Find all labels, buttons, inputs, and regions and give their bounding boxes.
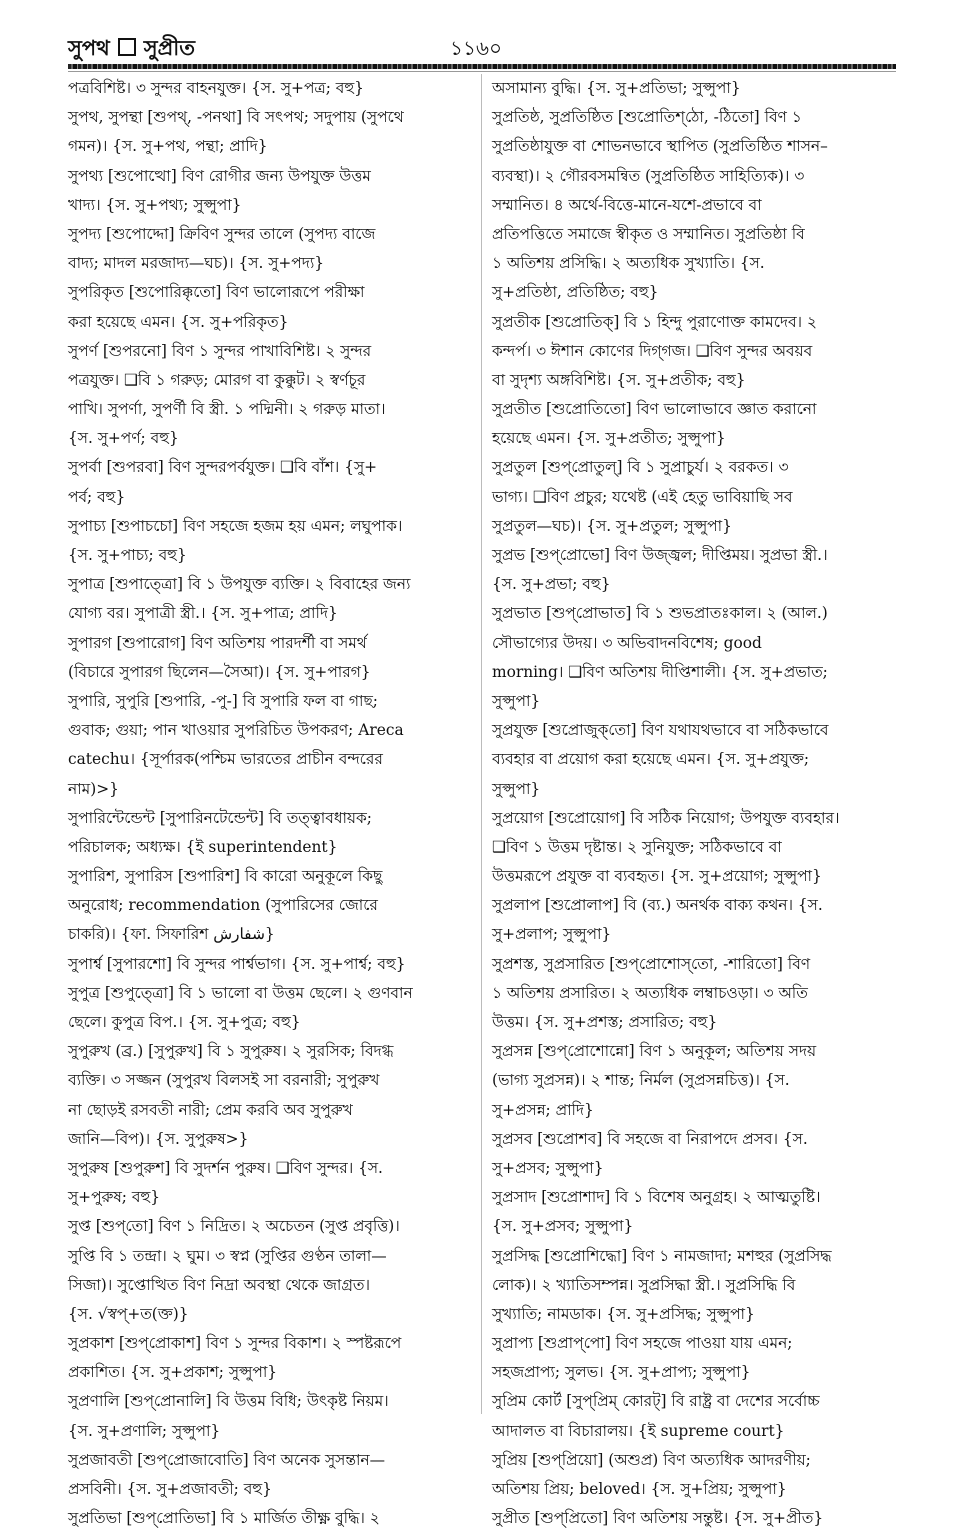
dictionary-line: সু+পুরুষ; বহু} — [68, 1188, 161, 1207]
dictionary-line: সুপ্রসন্ন [শুপ্‌প্রোশোন্নো] বিণ ১ অনুকূল; অতিশয় সদয় — [492, 1042, 817, 1061]
dictionary-line: সুপুরুষ [শুপুরুশ] বি সুদর্শন পুরুষ। ❑বিণ সুন্দর। {স. — [68, 1158, 383, 1177]
dictionary-line: সু+প্রসন্ন; প্রাদি} — [492, 1100, 594, 1119]
dictionary-line: সুপার্শ্ব [সুপারশো] বি সুন্দর পার্শ্বভাগ। {স. সু+পার্শ্ব; বহু} — [68, 954, 406, 973]
dictionary-line: কন্দর্প। ৩ ঈশান কোণের দিগ্‌গজ। ❑বিণ সুন্দর অবয়ব — [492, 341, 813, 360]
dictionary-line: যোগ্য বর। সুপাত্রী স্ত্রী.। {স. সু+পাত্র; প্রাদি} — [68, 604, 338, 623]
dictionary-line: {স. সু+প্রসব; সুপ্সুপা} — [492, 1217, 634, 1236]
dictionary-line: প্রসবিনী। {স. সু+প্রজাবতী; বহু} — [68, 1480, 272, 1498]
dictionary-line: গমন)। {স. সু+পথ, পন্থা; প্রাদি} — [68, 137, 268, 156]
dictionary-line: সুপ্রিম কোর্ট [সুপ্‌প্রিম্ কোরট্] বি রাষ্ট্র বা দেশের সর্বোচ্চ — [492, 1392, 820, 1411]
dictionary-line: সুপ্রসিদ্ধ [শুপ্রোশিদ্ধো] বিণ ১ নামজাদা; মশহুর (সুপ্রসিদ্ধ — [492, 1246, 832, 1265]
dictionary-line: সুখ্যাতি; নামডাক। {স. সু+প্রসিদ্ধ; সুপ্সুপা} — [492, 1304, 755, 1323]
dictionary-line: অতিশয় প্রিয়; beloved। {স. সু+প্রিয়; সুপ্সুপা} — [492, 1480, 787, 1498]
right-column — [492, 74, 896, 1528]
dictionary-line: morning। ❑বিণ অতিশয় দীপ্তিশালী। {স. সু+প্রভাত; — [492, 662, 828, 681]
dictionary-line: {স. √স্বপ্+ত(ক্ত)} — [68, 1304, 189, 1323]
dictionary-line: সুপরিকৃত [শুপোরিক্কৃতো] বিণ ভালোরূপে পরীক্ষা — [68, 283, 365, 302]
dictionary-line: উত্তম। {স. সু+প্রশস্ত; প্রসারিত; বহু} — [492, 1013, 718, 1031]
guide-word-first: সুপথ — [68, 35, 110, 60]
dictionary-line: সুপ্রিয় [শুপ্‌প্রিয়ো] (অশুপ্র) বিণ অত্যধিক আদরণীয়; — [492, 1450, 811, 1469]
dictionary-line: সুপ্রযুক্ত [শুপ্রোজুক্‌তো] বিণ যথাযথভাবে বা সঠিকভাবে — [492, 721, 829, 740]
separator-box-icon — [118, 38, 136, 56]
dictionary-line: অসামান্য বুদ্ধি। {স. সু+প্রতিভা; সুপ্সুপা} — [492, 79, 741, 97]
dictionary-line: সুপ্রভ [শুপ্‌প্রোভো] বিণ উজ্জ্বল; দীপ্তিময়। সুপ্রভা স্ত্রী.। — [492, 546, 828, 564]
dictionary-line: চাকরি)। {ফা. সিফারিশ شفارش} — [68, 925, 275, 944]
dictionary-line: হয়েছে এমন। {স. সু+প্রতীত; সুপ্সুপা} — [492, 429, 726, 448]
header-rule — [68, 64, 896, 69]
dictionary-line: catechu। {সূর্পারক(পশ্চিম ভারতের প্রাচীন বন্দরের — [68, 750, 383, 769]
dictionary-line: গুবাক; গুয়া; পান খাওয়ার সুপরিচিত উপকরণ; Areca — [68, 721, 404, 740]
dictionary-line: উত্তমরূপে প্রযুক্ত বা ব্যবহৃত। {স. সু+প্রয়োগ; সুপ্সুপা} — [492, 867, 822, 886]
dictionary-line: সুপ্রতিভা [শুপ্‌প্রোতিভা] বি ১ মার্জিত তীক্ষ্ণ বুদ্ধি। ২ — [68, 1509, 380, 1528]
dictionary-line: সুপ্রাপ্য [শুপ্রাপ্‌পো] বিণ সহজে পাওয়া যায় এমন; — [492, 1334, 793, 1353]
dictionary-line: সুপুরুখ (ব্র.) [সুপুরুখ] বি ১ সুপুরুষ। ২ সুরসিক; বিদগ্ধ — [68, 1042, 394, 1061]
dictionary-line: সুপারগ [শুপারোগ] বিণ অতিশয় পারদর্শী বা সমর্থ — [68, 633, 367, 652]
dictionary-line: লোক)। ২ খ্যাতিসম্পন্ন। সুপ্রসিদ্ধা স্ত্রী.। সুপ্রসিদ্ধি বি — [492, 1275, 796, 1294]
guide-words — [68, 32, 195, 67]
dictionary-line: সুপ্রতীক [শুপ্রোতিক্] বি ১ হিন্দু পুরাণোক্ত কামদেব। ২ — [492, 312, 817, 331]
dictionary-line: ব্যবহার বা প্রয়োগ করা হয়েছে এমন। {স. সু+প্রযুক্ত; — [492, 750, 810, 769]
dictionary-line: সুপ্রীত [শুপ্‌প্রিতো] বিণ অতিশয় সন্তুষ্ট। {স. সু+প্রীত} — [492, 1509, 824, 1528]
dictionary-line: সুপ্রলাপ [শুপ্রোলাপ] বি (ব্য.) অনর্থক বাক্য কথন। {স. — [492, 896, 823, 915]
dictionary-line: সম্মানিত। ৪ অর্থে-বিত্তে-মানে-যশে-প্রভাবে বা — [492, 195, 762, 214]
dictionary-line: সুপদ্য [শুপোদ্দো] ক্রিবিণ সুন্দর তালে (সুপদ্য বাজে — [68, 224, 376, 243]
dictionary-line: সুপথ্য [শুপোত্থো] বিণ রোগীর জন্য উপযুক্ত উত্তম — [68, 166, 371, 185]
dictionary-line: খাদ্য। {স. সু+পথ্য; সুপ্সুপা} — [68, 195, 242, 214]
dictionary-line: সু+প্রলাপ; সুপ্সুপা} — [492, 925, 612, 944]
dictionary-line: প্রকাশিত। {স. সু+প্রকাশ; সুপ্সুপা} — [68, 1363, 278, 1382]
dictionary-line: সুপ্রশস্ত, সুপ্রসারিত [শুপ্‌প্রোশোস্‌তো, -শারিতো] বিণ — [492, 954, 811, 973]
dictionary-line: পত্রযুক্ত। ❑বি ১ গরুড়; মোরগ বা কুক্কুট। ২ স্বর্ণচূর — [68, 370, 366, 389]
dictionary-line: সুপ্রতুল—ঘচ)। {স. সু+প্রতুল; সুপ্সুপা} — [492, 516, 732, 535]
page-number: ১১৬০ — [450, 36, 502, 60]
dictionary-line: প্রতিপত্তিতে সমাজে স্বীকৃত ও সম্মানিত। সুপ্রতিষ্ঠা বি — [492, 224, 805, 243]
dictionary-line: নাম)>} — [68, 779, 119, 798]
dictionary-line: ব্যক্তি। ৩ সজ্জন (সুপুরখ বিলসই সা বরনারী; সুপুরুখ — [68, 1071, 380, 1090]
dictionary-line: সু+প্রসব; সুপ্সুপা} — [492, 1158, 604, 1177]
dictionary-line: সৌভাগ্যের উদয়। ৩ অভিবাদনবিশেষ; good — [492, 633, 762, 652]
dictionary-line: পত্রবিশিষ্ট। ৩ সুন্দর বাহনযুক্ত। {স. সু+পত্র; বহু} — [68, 79, 364, 97]
dictionary-line: {স. সু+প্রণালি; সুপ্সুপা} — [68, 1421, 221, 1440]
dictionary-line: সুপ্সুপা} — [492, 691, 541, 710]
dictionary-line: ছেলে। কুপুত্র বিপ.। {স. সু+পুত্র; বহু} — [68, 1013, 301, 1031]
dictionary-line: {স. সু+পাচ্য; বহু} — [68, 546, 187, 564]
dictionary-line: {স. সু+পর্ণ; বহু} — [68, 429, 179, 448]
dictionary-line: বা সুদৃশ্য অঙ্গবিশিষ্ট। {স. সু+প্রতীক; বহু} — [492, 370, 746, 389]
dictionary-line: সুপ্রভাত [শুপ্‌প্রোভাত] বি ১ শুভপ্রাতঃকাল। ২ (আল.) — [492, 604, 828, 623]
running-header — [68, 28, 896, 60]
dictionary-line: সুপ্রজাবতী [শুপ্‌প্রোজাবোতি] বিণ অনেক সুসন্তান— — [68, 1450, 385, 1469]
dictionary-line: সুপ্রতিষ্ঠাযুক্ত বা শোভনভাবে স্থাপিত (সুপ্রতিষ্ঠিত শাসন– — [492, 137, 828, 156]
dictionary-line: সুপারিন্টেন্ডেন্ট [সুপারিনটেন্ডেন্ট] বি তত্ত্বাবধায়ক; — [68, 808, 372, 827]
dictionary-line: সুপ্রকাশ [শুপ্‌প্রোকাশ] বিণ ১ সুন্দর বিকাশ। ২ স্পষ্টরূপে — [68, 1334, 402, 1353]
dictionary-line: সুপর্ণ [শুপরনো] বিণ ১ সুন্দর পাখাবিশিষ্ট। ২ সুন্দর — [68, 341, 372, 360]
dictionary-line: সুপ্ত [শুপ্‌তো] বিণ ১ নিদ্রিত। ২ অচেতন (সুপ্ত প্রবৃত্তি)। — [68, 1217, 400, 1236]
left-column — [68, 74, 472, 1528]
dictionary-line: ভাগ্য। ❑বিণ প্রচুর; যথেষ্ট (এই হেতু ভাবিয়াছি সব — [492, 487, 793, 506]
dictionary-line: সুপাত্র [শুপাত্ত্রো] বি ১ উপযুক্ত ব্যক্তি। ২ বিবাহের জন্য — [68, 575, 411, 594]
dictionary-line: সুপথ, সুপন্থা [শুপথ্, -পনথা] বি সৎপথ; সদুপায় (সুপথে — [68, 108, 404, 127]
dictionary-line: ❑বিণ ১ উত্তম দৃষ্টান্ত। ২ সুনিযুক্ত; সঠিকভাবে বা — [492, 837, 782, 856]
dictionary-line: সুপ্রতিষ্ঠ, সুপ্রতিষ্ঠিত [শুপ্রোতিশ্‌ঠো, -ঠিতো] বিণ ১ — [492, 108, 802, 127]
dictionary-line: সহজপ্রাপ্য; সুলভ। {স. সু+প্রাপ্য; সুপ্সুপা} — [492, 1363, 751, 1382]
dictionary-line: (ভাগ্য সুপ্রসন্ন)। ২ শান্ত; নির্মল (সুপ্রসন্নচিত্ত)। {স. — [492, 1071, 790, 1090]
dictionary-line: সুপ্রণালি [শুপ্‌প্রোনালি] বি উত্তম বিধি; উৎকৃষ্ট নিয়ম। — [68, 1392, 389, 1411]
dictionary-line: সুপ্রয়োগ [শুপ্রোয়োগ] বি সঠিক নিয়োগ; উপযুক্ত ব্যবহার। — [492, 808, 840, 827]
dictionary-line: সুপুত্র [শুপুত্ত্রো] বি ১ ভালো বা উত্তম ছেলে। ২ গুণবান — [68, 983, 413, 1002]
dictionary-line: বাদ্য; মাদল মরজাদ্য—ঘচ)। {স. সু+পদ্য} — [68, 254, 325, 273]
dictionary-line: সুপ্সুপা} — [492, 779, 541, 798]
dictionary-line: সুপারি, সুপুরি [শুপারি, -পু-] বি সুপারি ফল বা গাছ; — [68, 691, 378, 710]
dictionary-line: সুপাচ্য [শুপাচচো] বিণ সহজে হজম হয় এমন; লঘুপাক। — [68, 516, 403, 535]
column-divider — [481, 74, 482, 1414]
dictionary-line: পাখি। সুপর্ণা, সুপর্ণী বি স্ত্রী. ১ পদ্মিনী। ২ গরুড় মাতা। — [68, 400, 386, 419]
dictionary-line: ব্যবস্থা)। ২ গৌরবসমন্বিত (সুপ্রতিষ্ঠিত সাহিত্যিক)। ৩ — [492, 166, 805, 185]
dictionary-line: না ছোড়ই রসবতী নারী; প্রেম করবি অব সুপুরুখ — [68, 1100, 353, 1119]
dictionary-line: সুপ্তি বি ১ তন্দ্রা। ২ ঘুম। ৩ স্বপ্ন (সুপ্তির গুণ্ঠন তালা— — [68, 1246, 387, 1265]
dictionary-line: সুপ্রতুল [শুপ্‌প্রোতুল্] বি ১ সুপ্রাচুর্য। ২ বরকত। ৩ — [492, 458, 789, 477]
dictionary-line: করা হয়েছে এমন। {স. সু+পরিকৃত} — [68, 312, 289, 331]
dictionary-line: সুপারিশ, সুপারিস [শুপারিশ] বি কারো অনুকূলে কিছু — [68, 867, 383, 886]
dictionary-line: আদালত বা বিচারালয়। {ই supreme court} — [492, 1421, 785, 1440]
dictionary-line: সিজা)। সুপ্তোত্থিত বিণ নিদ্রা অবস্থা থেকে জাগ্রত। — [68, 1275, 370, 1294]
dictionary-line: ১ অতিশয় প্রসিদ্ধি। ২ অত্যধিক সুখ্যাতি। {স. — [492, 254, 765, 273]
dictionary-line: সুপ্রসব [শুপ্রোশব] বি সহজে বা নিরাপদে প্রসব। {স. — [492, 1129, 808, 1148]
dictionary-line: সু+প্রতিষ্ঠা, প্রতিষ্ঠিত; বহু} — [492, 283, 659, 302]
dictionary-line: (বিচারে সুপারগ ছিলেন—সৈআ)। {স. সু+পারগ} — [68, 662, 371, 681]
dictionary-line: জানি—বিপ)। {স. সুপুরুষ>} — [68, 1129, 249, 1148]
dictionary-line: সুপ্রতীত [শুপ্রোতিতো] বিণ ভালোভাবে জ্ঞাত করানো — [492, 400, 817, 419]
dictionary-line: সুপর্বা [শুপরবা] বিণ সুন্দরপর্বযুক্ত। ❑বি বাঁশ। {সু+ — [68, 458, 378, 477]
guide-word-last: সুপ্রীত — [143, 35, 196, 60]
dictionary-line: অনুরোধ; recommendation (সুপারিসের জোরে — [68, 896, 378, 915]
dictionary-line: {স. সু+প্রভা; বহু} — [492, 575, 611, 594]
dictionary-line: পরিচালক; অধ্যক্ষ। {ই superintendent} — [68, 837, 338, 856]
dictionary-line: সুপ্রসাদ [শুপ্রোশাদ] বি ১ বিশেষ অনুগ্রহ। ২ আত্মতুষ্টি। — [492, 1188, 821, 1207]
dictionary-line: পর্ব; বহু} — [68, 487, 126, 506]
dictionary-line: ১ অতিশয় প্রসারিত। ২ অত্যধিক লম্বাচওড়া। ৩ অতি — [492, 983, 808, 1002]
header-rule-thin — [68, 71, 896, 72]
